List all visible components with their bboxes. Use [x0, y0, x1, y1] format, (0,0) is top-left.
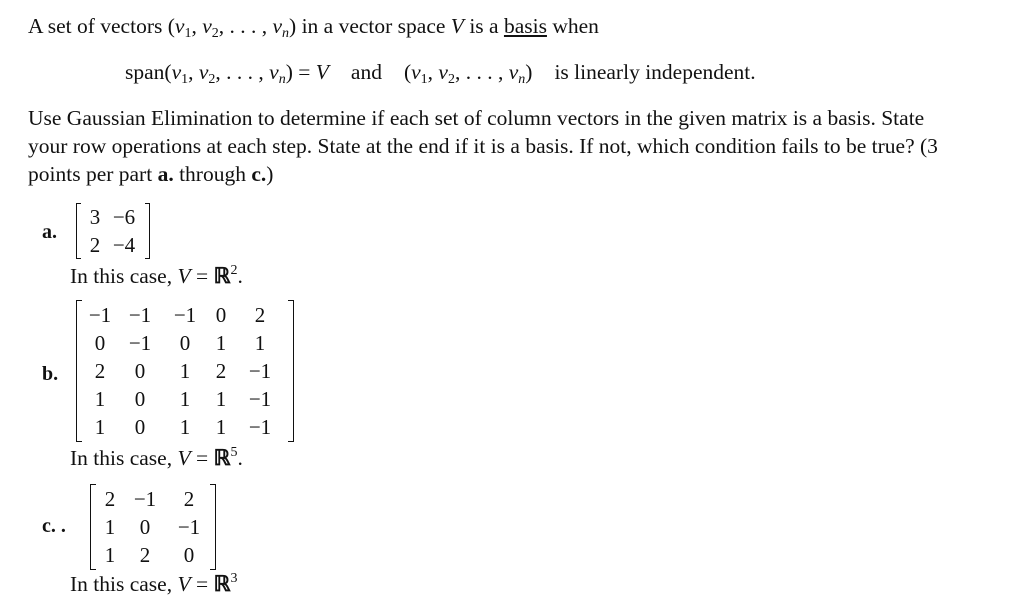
var-V: V	[450, 14, 464, 38]
reals-symbol: ℝ	[213, 572, 231, 596]
matrix-b-cell: −1	[88, 303, 112, 327]
matrix-b-cell: 0	[94, 331, 106, 355]
basis-term: basis	[503, 14, 547, 38]
subscript: n	[518, 72, 526, 87]
matrix-a	[76, 203, 150, 259]
subscript: 2	[208, 72, 216, 87]
part-b-label: b.	[42, 363, 59, 385]
intro-text: , . . . ,	[218, 14, 273, 38]
matrix-b-cell: 2	[254, 303, 266, 327]
part-ref-a: a.	[157, 162, 174, 186]
span-text: ,	[188, 60, 199, 84]
reals-symbol: ℝ	[213, 446, 231, 470]
span-text: span(	[125, 60, 172, 84]
var-v: v	[198, 60, 209, 84]
var-v: v	[272, 14, 283, 38]
intro-text: is a	[463, 14, 504, 38]
case-text: .	[237, 264, 243, 288]
matrix-a-cell: −6	[112, 205, 136, 229]
part-a-label: a.	[42, 221, 57, 243]
case-text: In this case,	[70, 264, 178, 288]
matrix-c-cell: −1	[177, 515, 201, 539]
matrix-b-cell: 2	[215, 359, 227, 383]
matrix-b-cell: 1	[179, 359, 191, 383]
dimension-exponent: 3	[230, 571, 238, 586]
subscript: n	[278, 72, 286, 87]
instructions-text: through	[173, 162, 252, 186]
subscript: n	[282, 26, 290, 41]
matrix-c-cell: 2	[183, 487, 195, 511]
matrix-b-cell: −1	[248, 387, 272, 411]
matrix-c-cell: 2	[139, 543, 151, 567]
matrix-b-cell: −1	[128, 331, 152, 355]
subscript: 2	[211, 26, 219, 41]
var-V: V	[177, 446, 191, 470]
var-v: v	[171, 60, 182, 84]
case-text: In this case,	[70, 572, 178, 596]
subscript: 1	[181, 72, 189, 87]
matrix-b-cell: 1	[179, 415, 191, 439]
intro-text: ) in a vector space	[289, 14, 451, 38]
matrix-b-cells	[84, 301, 288, 441]
matrix-c	[90, 484, 216, 570]
matrix-a-cell: −4	[112, 233, 136, 257]
matrix-b-cell: 0	[134, 387, 146, 411]
var-v: v	[269, 60, 279, 84]
matrix-b-cell: 1	[215, 387, 227, 411]
part-ref-c: c.	[251, 162, 267, 186]
matrix-b-cell: 0	[134, 415, 146, 439]
instructions-text: Use Gaussian Elimination to determine if each set of column vectors in the given matrix is a basis. State your row operations at each step. State at the end if it is a basis. If not, which condition fails to be true? (3 points per part	[28, 106, 938, 186]
intro-text: ,	[191, 14, 203, 38]
subscript: 2	[447, 72, 455, 87]
instructions-paragraph	[28, 104, 968, 188]
span-text: , . . . ,	[215, 60, 270, 84]
case-text: =	[190, 446, 214, 470]
var-V: V	[315, 60, 329, 84]
part-b-case	[70, 444, 243, 472]
span-text: ) =	[285, 60, 316, 84]
case-text: In this case,	[70, 446, 178, 470]
part-c-label: c. .	[42, 515, 66, 537]
matrix-b-cell: 0	[179, 331, 191, 355]
matrix-b-cell: 1	[215, 415, 227, 439]
matrix-c-cell: 1	[104, 515, 116, 539]
matrix-c-cells	[98, 485, 210, 569]
matrix-a-cells	[84, 203, 144, 259]
li-text: (	[403, 60, 412, 84]
matrix-b	[76, 300, 294, 442]
matrix-a-cell: 2	[89, 233, 101, 257]
matrix-b-cell: 0	[134, 359, 146, 383]
li-text: , . . . ,	[454, 60, 509, 84]
matrix-c-cell: 2	[104, 487, 116, 511]
and-text: and	[350, 60, 382, 84]
matrix-b-cell: 1	[179, 387, 191, 411]
matrix-b-cell: −1	[248, 415, 272, 439]
matrix-c-cell: 0	[183, 543, 195, 567]
matrix-c-cell: 1	[104, 543, 116, 567]
li-text: ,	[427, 60, 439, 84]
case-text: .	[237, 446, 243, 470]
matrix-b-cell: −1	[248, 359, 272, 383]
matrix-c-cell: 0	[139, 515, 151, 539]
var-V: V	[177, 572, 191, 596]
matrix-b-cell: 1	[215, 331, 227, 355]
li-text: is linearly independent.	[554, 60, 756, 84]
matrix-b-cell: −1	[173, 303, 197, 327]
matrix-b-cell: 1	[94, 415, 106, 439]
var-v: v	[438, 60, 448, 84]
subscript: 1	[184, 26, 192, 41]
matrix-c-cell: −1	[133, 487, 157, 511]
var-v: v	[411, 60, 421, 84]
part-a-case	[70, 262, 243, 290]
matrix-b-cell: 1	[254, 331, 266, 355]
li-text: )	[525, 60, 533, 84]
matrix-a-cell: 3	[89, 205, 101, 229]
matrix-b-cell: 1	[94, 387, 106, 411]
instructions-text: )	[266, 162, 274, 186]
intro-line-2	[125, 58, 756, 86]
intro-line-1	[28, 12, 599, 40]
part-c-case	[70, 570, 238, 598]
intro-text: when	[546, 14, 599, 38]
var-v: v	[174, 14, 185, 38]
var-V: V	[177, 264, 191, 288]
subscript: 1	[420, 72, 428, 87]
var-v: v	[508, 60, 519, 84]
case-text: =	[190, 264, 214, 288]
reals-symbol: ℝ	[213, 264, 231, 288]
dimension-exponent: 2	[230, 263, 238, 278]
matrix-b-cell: 0	[215, 303, 227, 327]
matrix-b-cell: −1	[128, 303, 152, 327]
dimension-exponent: 5	[230, 445, 238, 460]
var-v: v	[202, 14, 212, 38]
matrix-b-cell: 2	[94, 359, 106, 383]
intro-text: A set of vectors (	[28, 14, 175, 38]
case-text: =	[190, 572, 214, 596]
